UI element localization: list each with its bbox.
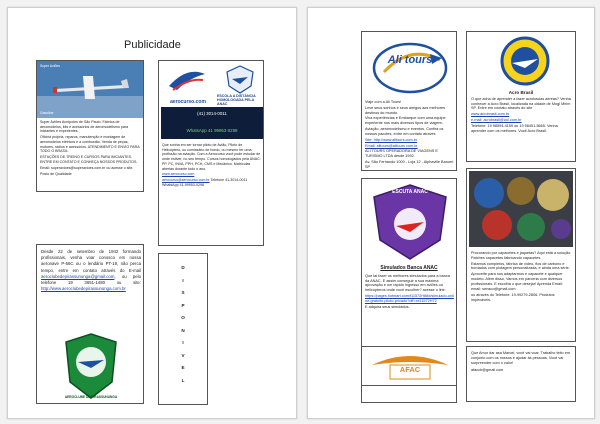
- ad-text: [162, 143, 262, 245]
- contact-text: Telefone 41-3014-0011 WhatsApp 41-99953-0298: [162, 178, 248, 187]
- letter: E: [181, 365, 185, 370]
- paragraph: Aproveite para nos adaptarmos e capacete e qualquer modelo. Além disso, Vamos em parceria com diversos profissionais. E escolha o que desejar! Aprenda Email:: [471, 272, 563, 286]
- aerocurso-ad: [158, 60, 264, 246]
- seal-label: AEROCLUBE DE PIRASSUNUNGA: [64, 395, 118, 399]
- simulados-title: Simulados Banca ANAC: [380, 265, 438, 271]
- email-link[interactable]: Email: alitours@alitours.com.br: [365, 143, 418, 148]
- ad-caption: Super Aviões: [40, 64, 60, 68]
- paragraph: ou através do Telefone: 19-99279-2806. Produtos impecáveis.: [471, 293, 555, 303]
- ad-text: [40, 120, 140, 190]
- site-link[interactable]: www.aerocurso.com: [162, 172, 195, 177]
- letter: S: [181, 290, 185, 295]
- letter: N: [181, 327, 185, 333]
- acro-brasil-logo-icon: [500, 36, 550, 86]
- paragraph: E adquira seus simulados.: [365, 304, 410, 309]
- site-link[interactable]: www.acrobrasil.com.br: [471, 112, 510, 117]
- letter: P: [181, 302, 185, 308]
- paragraph: Que tal fazer os melhores simulados para a banca da ANAC. E assim conseguir a sua máxima aprovação e um rápido ingresso em aviões ou helicópteros onde você escolher? acesse o link:: [365, 274, 450, 293]
- paragraph: Estamos completos, fábrica de vídeo, fios de carbono e bordados com plotagem personalizada, e ainda uma série.: [471, 261, 570, 271]
- afac-logo: AFAC: [399, 365, 421, 374]
- letter: O: [181, 315, 185, 320]
- whatsapp-number: WhatsApp 41 99953-0298: [186, 128, 238, 133]
- paragraph: Procurando por capacetes e jaquetas? Aqui está a solução. Patches capacetes fabricando capacetes.: [471, 251, 572, 260]
- paragraph: Viaje com a Ali Tours!: [365, 100, 402, 104]
- paragraph: Aviação, aeromodelismo e eventos. Confira os nossos pacotes, entre em contato através: [365, 127, 444, 136]
- ad-brand: Gasoline: [40, 111, 54, 115]
- paragraph: Oficina própria, reparos, manutenção e montagem de aeromodelos elétricos e a combustão. Venda de peças, motores, rádios e acessórios. ATENDIMENTO E ENVIO PARA TODO O BRASIL.: [40, 135, 140, 154]
- contact-text: , ou pelo telefone 19 3651-1480 ou site:: [41, 273, 141, 286]
- email-link[interactable]: aerocurso@aerocurso.com.br: [162, 178, 210, 183]
- ad-text: [471, 351, 573, 401]
- aeroclube-seal-icon: [64, 332, 118, 400]
- alitours-logo: Ali tours: [387, 54, 433, 66]
- email-link[interactable]: aeroclubedepirassununga@gmail.com: [41, 273, 115, 279]
- available-ad-slot: [158, 253, 208, 405]
- paragraph: Posto de Qualidade: [40, 171, 72, 176]
- paragraph: Av. São Fernando 1000 - Loja 12 - Alphaville Barueri SP: [365, 160, 454, 169]
- letter: D: [181, 265, 185, 270]
- airplane-photo: [37, 61, 143, 118]
- phone-banner: [161, 107, 263, 139]
- ad-text: [471, 97, 573, 161]
- afac-logo-box: [361, 346, 457, 386]
- available-label: [159, 262, 207, 387]
- afac-ad: [466, 346, 576, 402]
- letter: I: [182, 340, 184, 345]
- aerocurso-logo-icon: [167, 64, 207, 100]
- paragraph: Super Aviões Acrópoles de São Paulo. Fábrica de aeromodelos, kits e acessórios de aeromodelismo para iniciantes e experientes.: [40, 120, 129, 134]
- capacetes-ad: [466, 168, 576, 342]
- alitours-ad: [361, 31, 457, 171]
- super-avioes-ad: [36, 60, 144, 192]
- acro-title: Acro Brasil: [508, 90, 534, 95]
- ad-text: [471, 251, 573, 341]
- site-link[interactable]: Site: http://www.alitours.com.br: [365, 137, 418, 142]
- escuta-logo: ESCUTA ANAC: [392, 189, 428, 195]
- right-page: [307, 7, 595, 419]
- page-title: Publicidade: [124, 39, 181, 51]
- email-link[interactable]: e-mail: acrobrasil@uol.com.br: [471, 118, 522, 123]
- aerocurso-logo: aerocurso.com: [170, 99, 206, 105]
- paragraph: Desde 22 de setembro de 1942 formando profissionais, venha voar conosco em nossa aeronave P-56C ou o lendário PT-19, não perca tempo, entre em contato através do E-mail: [41, 249, 141, 273]
- paragraph: ESTAÇÕES DE TREINO E CURSOS PARA INICIANTES. ENTRE EM CONTATO E CONHEÇA NOSSOS PRODUTOS.: [40, 155, 138, 164]
- letter: V: [181, 352, 185, 358]
- ad-text: [365, 100, 455, 170]
- paragraph: Viva experiências e Embarque com uma equipe experiente nos mais diversos tipos de viagem.: [365, 116, 446, 126]
- letter: I: [182, 277, 184, 283]
- paragraph: ALI TOURS OPERADORA DE VIAGENS E TURISMO LTDA desde 1992.: [365, 149, 438, 159]
- email-link[interactable]: email: senaco@gmail.com: [471, 287, 516, 292]
- paragraph: O que acha de aprender a fazer acrobacias aéreas? Venha conhecer a Acro Brasil, localizada na cidade de Mogi Mirim SP. Entre em contato através do site: [471, 97, 571, 111]
- phone-number: (41) 3014-0011: [197, 111, 227, 116]
- left-page: [7, 7, 297, 419]
- patches-photo: [469, 171, 573, 247]
- acro-brasil-ad: [466, 31, 576, 162]
- anac-emblem-icon: [225, 64, 255, 94]
- letter: L: [181, 377, 185, 383]
- paragraph: Email: superavioes@superavioes.com.br ou acesse o site.: [40, 165, 134, 170]
- anac-label: ESCOLA A DISTÂNCIA HOMOLOGADA PELA ANAC: [217, 94, 256, 107]
- paragraph: Leve seus sonhos e seus amigos aos melhores destinos do mundo.: [365, 105, 445, 115]
- simulado-link[interactable]: https://pages.hotmart.com/f11572H88d/simulado-online-gratuito-piloto-privado?off=xx11572H72: [365, 294, 454, 303]
- email-link[interactable]: afaccb@gmail.com: [471, 367, 504, 372]
- site-link[interactable]: http://www.aeroclubedepirassununga.com.br: [41, 286, 126, 292]
- ad-text: [41, 249, 141, 327]
- paragraph: Que Amor dar asa Marcel, você vai voar. Trabalho feito em conjunto com os nossos e ajudar às pessoas. Você vai surpreender com o valor!: [471, 351, 570, 366]
- paragraph: Que sonha em ser tornar piloto de Avião, Piloto de Helicóptero, ou comissário de bordo, ou mesmo ter uma profissão na aviação. Com a Aerocurso você pode estudar de onde estiver, no seu tempo. Cursos homologados pela ANAC: PP, PC, INVA, PPH, PCH, CMS e Mecânico. Matrículas abertas durante todo o ano.: [162, 143, 261, 171]
- aeroclube-ad: [36, 244, 144, 404]
- alitours-logo-icon: [370, 38, 450, 98]
- paragraph: Telefone: 19 98594-4159 ou 19 98451-5665. Venha aprender com os melhores. Você Acro Brasil.: [471, 124, 558, 133]
